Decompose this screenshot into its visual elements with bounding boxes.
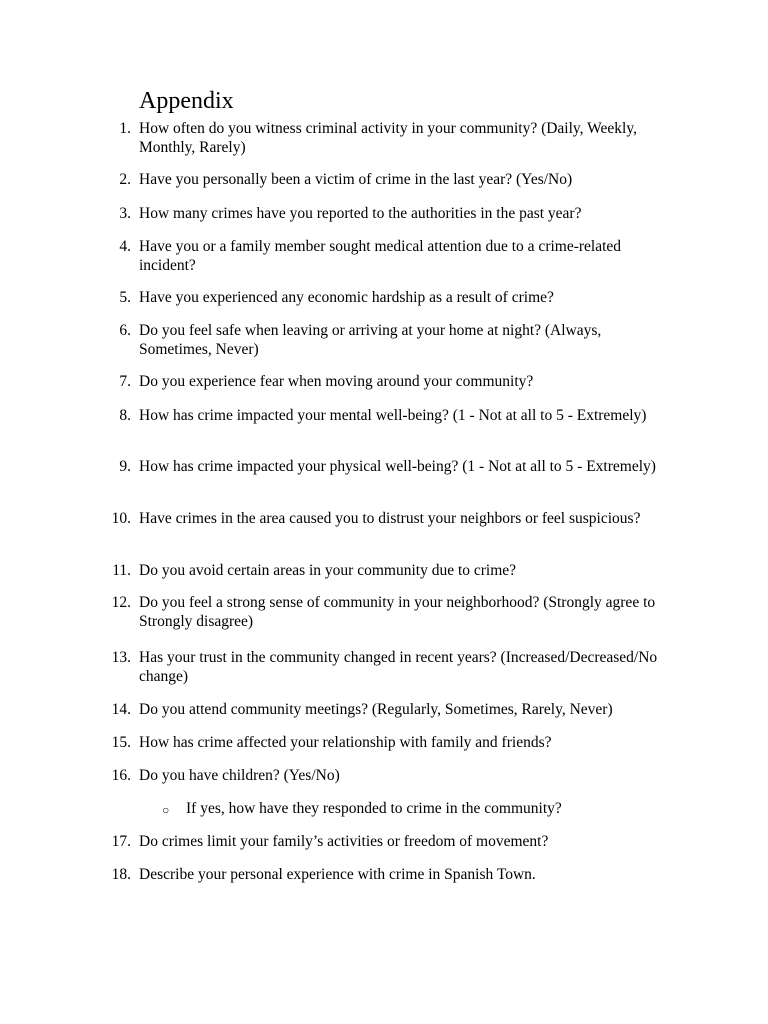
question-text: How has crime impacted your physical well-being? (1 - Not at all to 5 - Extremely): [139, 458, 656, 475]
question-number: 6.: [119, 322, 131, 339]
question-text: Do crimes limit your family’s activities or freedom of movement?: [139, 833, 549, 850]
question-text: Describe your personal experience with crime in Spanish Town.: [139, 866, 536, 883]
question-number: 9.: [119, 458, 131, 475]
question-text: Do you experience fear when moving around your community?: [139, 373, 534, 390]
question-text: Have crimes in the area caused you to distrust your neighbors or feel suspicious?: [139, 510, 641, 527]
question-number: 13.: [111, 649, 131, 666]
question-number: 7.: [119, 373, 131, 390]
question-text: How often do you witness criminal activity in your community? (Daily, Weekly, Monthly, Rarely): [139, 120, 637, 156]
sub-item-text: If yes, how have they responded to crime in the community?: [186, 800, 562, 817]
question-number: 2.: [119, 171, 131, 188]
question-text: Have you personally been a victim of crime in the last year? (Yes/No): [139, 171, 573, 188]
question-number: 18.: [111, 866, 131, 883]
question-number: 8.: [119, 407, 131, 424]
question-number: 11.: [112, 562, 131, 579]
question-text: Do you feel a strong sense of community in your neighborhood? (Strongly agree to Strongly disagree): [139, 594, 656, 630]
question-text: Do you attend community meetings? (Regularly, Sometimes, Rarely, Never): [139, 701, 613, 718]
question-text: Do you have children? (Yes/No): [139, 767, 340, 784]
question-number: 4.: [119, 238, 131, 255]
question-text: Do you feel safe when leaving or arriving at your home at night? (Always, Sometimes, Never): [139, 322, 602, 358]
question-number: 14.: [111, 701, 131, 718]
question-text: How has crime impacted your mental well-being? (1 - Not at all to 5 - Extremely): [139, 407, 647, 424]
question-number: 1.: [119, 120, 131, 137]
question-number: 5.: [119, 289, 131, 306]
question-text: Do you avoid certain areas in your community due to crime?: [139, 562, 517, 579]
question-number: 10.: [111, 510, 131, 527]
question-text: How many crimes have you reported to the authorities in the past year?: [139, 205, 582, 222]
question-text: How has crime affected your relationship with family and friends?: [139, 734, 552, 751]
question-number: 15.: [111, 734, 131, 751]
question-number: 16.: [111, 767, 131, 784]
hollow-circle-bullet-icon: ○: [162, 803, 170, 817]
page-title: Appendix: [139, 88, 234, 114]
question-text: Have you or a family member sought medical attention due to a crime-related incident?: [139, 238, 622, 274]
question-text: Have you experienced any economic hardship as a result of crime?: [139, 289, 554, 306]
question-number: 17.: [111, 833, 131, 850]
question-number: 3.: [119, 205, 131, 222]
question-number: 12.: [111, 594, 131, 611]
question-text: Has your trust in the community changed in recent years? (Increased/Decreased/No change): [139, 649, 658, 685]
